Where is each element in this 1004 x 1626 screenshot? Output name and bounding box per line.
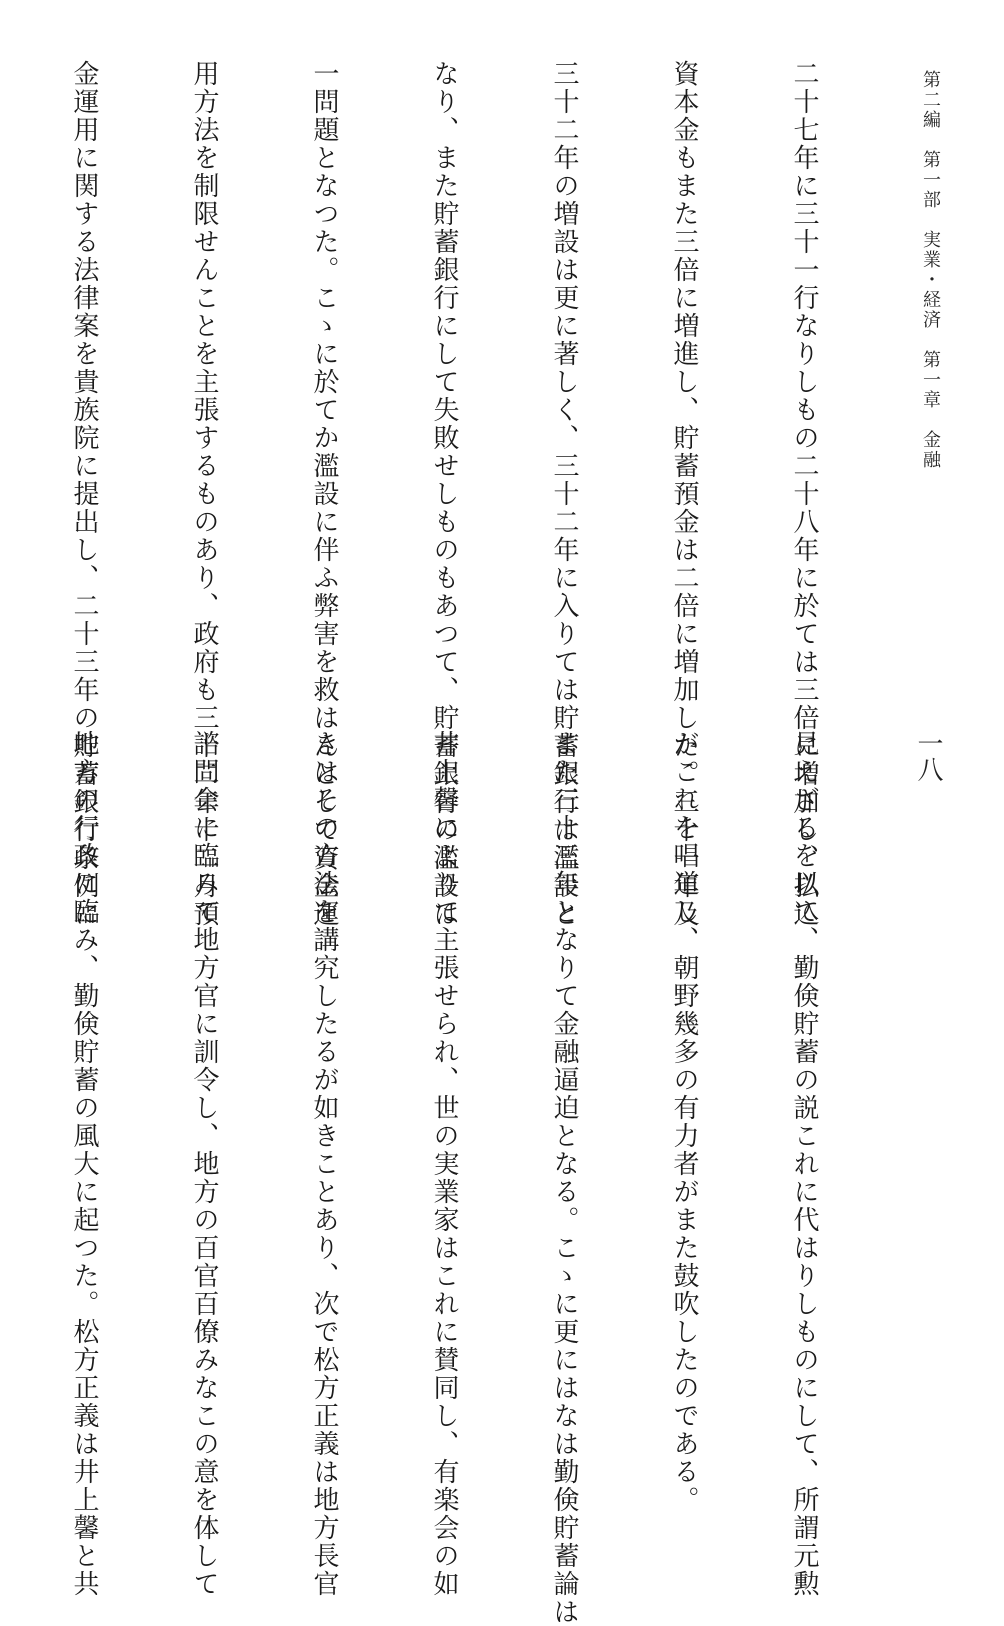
text-line: 地方の行政に臨み、勤倹貯蓄の風大に起つた。松方正義は井上馨と共 (69, 730, 99, 1598)
text-block-top (0, 60, 904, 928)
page-number: 一八 (913, 730, 943, 782)
text-line: 用方法を制限せんことを主張するものあり、政府も三十二年十二月預 (189, 60, 219, 928)
text-line: 三十二年の増設は更に著しく、三十二年に入りては貯蓄銀行は濫設と (549, 60, 579, 928)
text-line: 井上馨によりて主張せられ、世の実業家はこれに賛同し、有楽会の如 (429, 730, 459, 1598)
text-line: 資本金もまた三倍に増進し、貯蓄預金は二倍に増加した。三十一年及 (669, 60, 699, 928)
text-line: 金運用に関する法律案を貴族院に提出し、二十三年の貯蓄銀行条例に (69, 60, 99, 928)
text-line: また三十三年となりて金融逼迫となる。こゝに更にはなは勤倹貯蓄論は (549, 730, 579, 1626)
text-line: がこれを唱道し、朝野幾多の有力者がまた鼓吹したのである。 (669, 730, 699, 1514)
text-line: 一問題となつた。こゝに於てか濫設に伴ふ弊害を救はんとして資金運 (309, 60, 339, 928)
text-line: なり、また貯蓄銀行にして失敗せしものもあつて、貯蓄銀行の濫設は (429, 60, 459, 928)
text-line: 諮問会に臨みて地方官に訓令し、地方の百官百僚みなこの意を体して (189, 730, 219, 1598)
text-block-bottom (0, 730, 904, 1626)
text-line: 見えざるを以て、勤倹貯蓄の説これに代はりしものにして、所謂元勲 (789, 730, 819, 1598)
text-line: きはその方法を講究したるが如きことあり、次で松方正義は地方長官 (309, 730, 339, 1598)
text-line: 二十七年に三十一行なりしもの二十八年に於ては三倍に増加し、払込 (789, 60, 819, 928)
running-header: 第二編 第一部 実業・経済 第一章 金融 (920, 70, 941, 470)
